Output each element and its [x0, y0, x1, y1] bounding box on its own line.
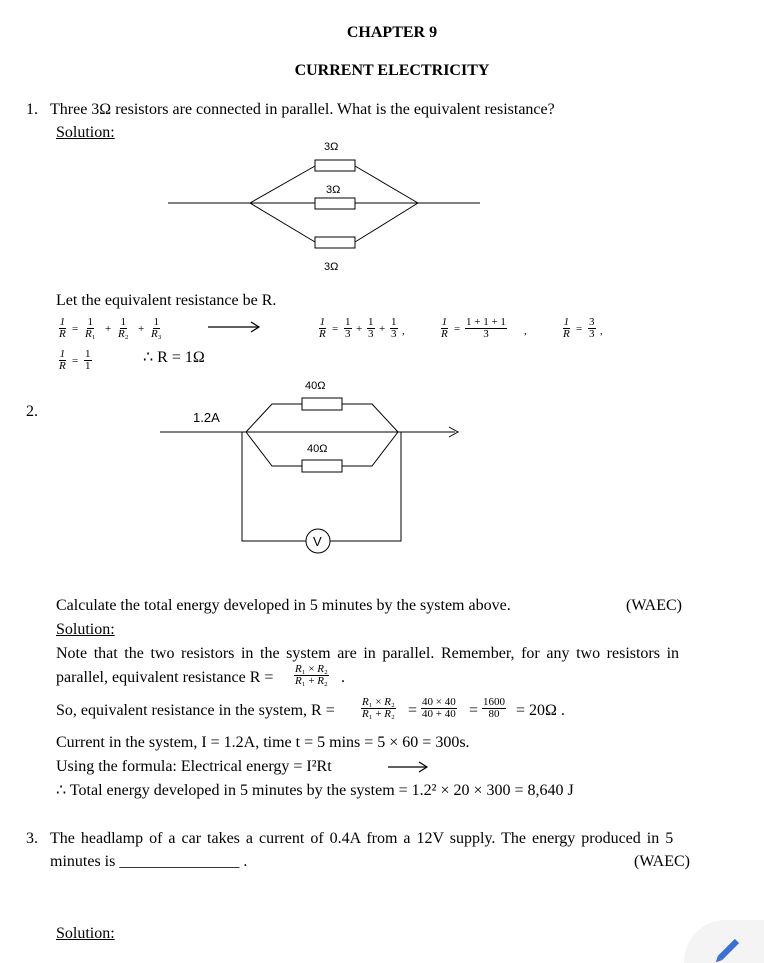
q1-let-text: Let the equivalent resistance be R.	[56, 292, 277, 309]
chapter-title: CURRENT ELECTRICITY	[294, 62, 490, 79]
fraction: $\frac{1}{\text{R₃}}$	[151, 316, 162, 340]
fraction: $\frac{1}{3}$	[345, 316, 351, 340]
q3-question-line1: The headlamp of a car takes a current of 0.4A from a 12V supply. The energy produced in 5	[50, 830, 674, 847]
fraction: $\frac{1}{\text{R₁}}$	[85, 316, 96, 340]
fraction: $\frac{1}{1}$	[85, 348, 91, 372]
resistor-label-top: 40Ω	[305, 380, 326, 392]
q1-number: 1.	[26, 101, 38, 118]
q2-number: 2.	[26, 403, 38, 420]
fraction: $\frac{1}{R}$	[59, 348, 66, 372]
resistor-label-top: 3Ω	[324, 141, 339, 153]
q2-note-line2: parallel, equivalent resistance R =	[56, 669, 274, 686]
q1-result: ∴ R = 1Ω	[143, 349, 205, 366]
q3-number: 3.	[26, 830, 38, 847]
fraction: $\frac{1 + 1 + 1}{3}$	[466, 316, 506, 340]
q2-formula-line: Using the formula: Electrical energy = I²Rt	[56, 758, 332, 775]
fraction: $\frac{1}{R}$	[319, 316, 326, 340]
resistor-label-bottom: 3Ω	[324, 261, 339, 273]
fraction: $\frac{1}{R}$	[563, 316, 570, 340]
q2-solution-label: Solution:	[56, 621, 115, 638]
fraction: $\frac{40 \times 40}{40 + 40}$	[422, 696, 456, 720]
q2-current-line: Current in the system, I = 1.2A, time t = 5 mins = 5 × 60 = 300s.	[56, 734, 470, 751]
q1-question: Three 3Ω resistors are connected in parallel. What is the equivalent resistance?	[50, 101, 555, 118]
q1-solution-label: Solution:	[56, 124, 115, 141]
fraction: $\frac{3}{3}$	[589, 316, 595, 340]
pencil-icon	[684, 920, 764, 963]
q2-note-line1: Note that the two resistors in the system are in parallel. Remember, for any two resistors in	[56, 645, 680, 662]
edit-button[interactable]	[684, 920, 764, 963]
parallel-circuit-1	[168, 160, 480, 248]
q2-question: Calculate the total energy developed in 5 minutes by the system above.	[56, 597, 511, 614]
fraction: $\frac{\text{R₁ × R₂}}{\text{R₁ + R₂}}$	[295, 663, 328, 687]
q2-so-text: So, equivalent resistance in the system, R =	[56, 702, 335, 719]
fraction: $\frac{1}{R}$	[441, 316, 448, 340]
q2-source: (WAEC)	[626, 597, 682, 614]
fraction: $\frac{1}{3}$	[368, 316, 374, 340]
fraction: $\frac{1600}{80}$	[483, 696, 505, 720]
q2-so-result: = 20Ω .	[516, 702, 565, 719]
fraction: $\frac{1}{R}$	[59, 316, 66, 340]
fraction: $\frac{\text{R₁ × R₂}}{\text{R₁ + R₂}}$	[362, 696, 395, 720]
chapter-heading: CHAPTER 9	[346, 24, 438, 41]
resistor-label-bottom: 40Ω	[307, 443, 328, 455]
q3-question-line2: minutes is _______________ .	[50, 853, 248, 870]
q2-total-line: ∴ Total energy developed in 5 minutes by the system = 1.2² × 20 × 300 = 8,640 J	[56, 782, 574, 799]
fraction: $\frac{1}{\text{R₂}}$	[118, 316, 129, 340]
resistor-label-middle: 3Ω	[326, 184, 341, 196]
voltmeter-icon: V	[313, 534, 322, 549]
current-label: 1.2A	[193, 410, 220, 425]
q3-solution-label: Solution:	[56, 925, 115, 942]
q3-source: (WAEC)	[634, 853, 690, 870]
fraction: $\frac{1}{3}$	[391, 316, 397, 340]
